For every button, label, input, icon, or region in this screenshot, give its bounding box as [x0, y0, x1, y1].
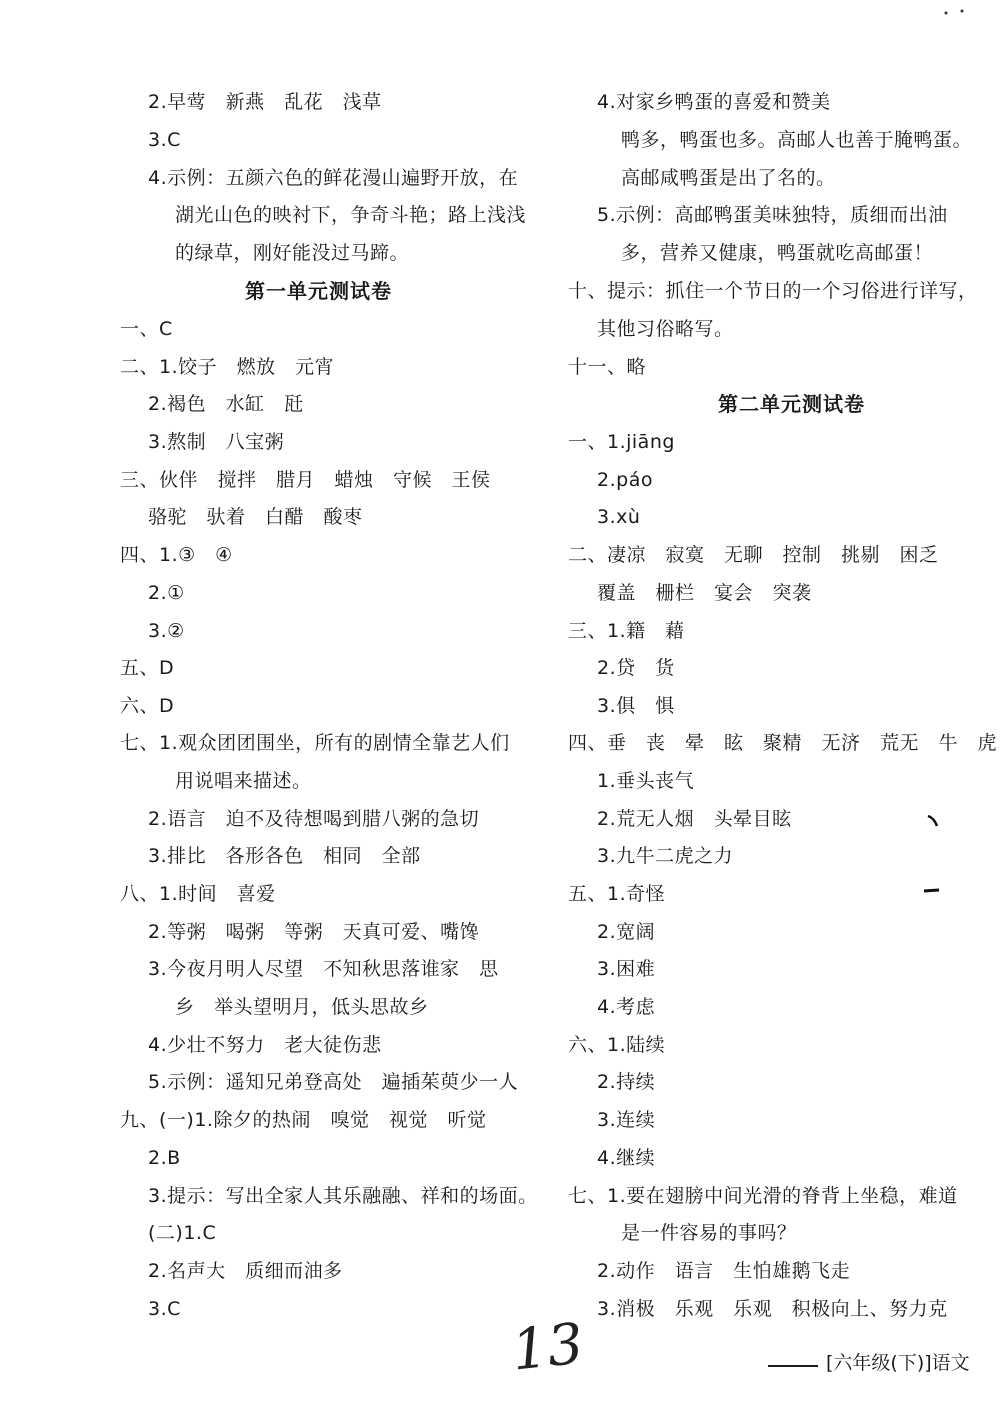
scan-mark-icon	[922, 884, 942, 898]
answer-line: 二、1.饺子 燃放 元宵	[120, 356, 335, 378]
answer-line: 3.俱 惧	[597, 695, 675, 717]
answer-line: 是一件容易的事吗？	[621, 1222, 797, 1244]
answer-line: 2.荒无人烟 头晕目眩	[597, 808, 792, 830]
answer-line: 5.示例：高邮鸭蛋美味独特，质细而出油	[597, 204, 948, 226]
answer-line: 十、提示：抓住一个节日的一个习俗进行详写，	[568, 280, 978, 302]
answer-line: 六、D	[120, 695, 175, 717]
answer-line: 2.早莺 新燕 乱花 浅草	[148, 91, 382, 113]
answer-line: 九、(一)1.除夕的热闹 嗅觉 视觉 听觉	[120, 1109, 487, 1131]
answer-line: 5.示例：遥知兄弟登高处 遍插茱萸少一人	[148, 1071, 519, 1093]
answer-line: 四、1.③ ④	[120, 544, 233, 566]
answer-line: 3.连续	[597, 1109, 656, 1131]
answer-line: 4.考虑	[597, 996, 656, 1018]
section-title-unit-1: 第一单元测试卷	[245, 279, 392, 303]
answer-line: 4.示例：五颜六色的鲜花漫山遍野开放，在	[148, 167, 519, 189]
answer-line: 3.九牛二虎之力	[597, 845, 734, 867]
answer-line: 六、1.陆续	[568, 1034, 666, 1056]
answer-line: 2.语言 迫不及待想喝到腊八粥的急切	[148, 808, 480, 830]
answer-line: 其他习俗略写。	[597, 318, 734, 340]
answer-line: 4.少壮不努力 老大徒伤悲	[148, 1034, 382, 1056]
scan-mark-icon	[925, 812, 945, 832]
answer-line: 五、D	[120, 657, 175, 679]
answer-line: 七、1.要在翅膀中间光滑的脊背上坐稳，难道	[568, 1185, 958, 1207]
answer-line: 三、1.籍 藉	[568, 620, 685, 642]
answer-line: 3.xù	[597, 506, 641, 528]
answer-line: 3.消极 乐观 乐观 积极向上、努力克	[597, 1298, 948, 1320]
answer-line: 3.②	[148, 620, 185, 642]
answer-line: 2.持续	[597, 1071, 656, 1093]
answer-line: 湖光山色的映衬下，争奇斗艳；路上浅浅	[175, 204, 527, 226]
answer-line: 4.继续	[597, 1147, 656, 1169]
answer-line: 鸭多，鸭蛋也多。高邮人也善于腌鸭蛋。	[621, 129, 973, 151]
answer-line: 七、1.观众团团围坐，所有的剧情全靠艺人们	[120, 732, 510, 754]
answer-line: 2.páo	[597, 469, 653, 491]
answer-line: 骆驼 驮着 白醋 酸枣	[148, 506, 363, 528]
answer-line: 多，营养又健康，鸭蛋就吃高邮蛋！	[621, 242, 934, 264]
answer-line: 二、凄凉 寂寞 无聊 控制 挑剔 困乏	[568, 544, 939, 566]
answer-line: 2.宽阔	[597, 921, 656, 943]
answer-line: 一、1.jiāng	[568, 431, 675, 453]
answer-line: 4.对家乡鸭蛋的喜爱和赞美	[597, 91, 831, 113]
answer-line: 高邮咸鸭蛋是出了名的。	[621, 167, 836, 189]
answer-line: (二)1.C	[148, 1222, 217, 1244]
answer-line: 2.褐色 水缸 瓩	[148, 393, 304, 415]
answer-line: 十一、略	[568, 356, 647, 378]
answer-line: 2.动作 语言 生怕雄鹅飞走	[597, 1260, 851, 1282]
section-title-unit-2: 第二单元测试卷	[718, 392, 865, 416]
answer-line: 3.熬制 八宝粥	[148, 431, 285, 453]
answer-line: 1.垂头丧气	[597, 770, 695, 792]
answer-line: 2.等粥 喝粥 等粥 天真可爱、嘴馋	[148, 921, 480, 943]
handwritten-page-number: 13	[508, 1311, 587, 1384]
answer-line: 2.B	[148, 1147, 181, 1169]
answer-line: 乡 举头望明月，低头思故乡	[175, 996, 429, 1018]
answer-line: 覆盖 栅栏 宴会 突袭	[597, 582, 812, 604]
answer-line: 八、1.时间 喜爱	[120, 883, 276, 905]
answer-line: 用说唱来描述。	[175, 770, 312, 792]
footer-rule	[768, 1365, 818, 1367]
scan-dots-icon	[940, 6, 970, 20]
answer-line: 五、1.奇怪	[568, 883, 666, 905]
answer-line: 3.今夜月明人尽望 不知秋思落谁家 思	[148, 958, 499, 980]
answer-line: 2.①	[148, 582, 185, 604]
answer-line: 四、垂 丧 晕 眩 聚精 无济 荒无 牛 虎	[568, 732, 998, 754]
answer-line: 的绿草，刚好能没过马蹄。	[175, 242, 410, 264]
answer-line: 3.提示：写出全家人其乐融融、祥和的场面。	[148, 1185, 538, 1207]
answer-line: 3.C	[148, 1298, 181, 1320]
answer-line: 三、伙伴 搅拌 腊月 蜡烛 守候 王侯	[120, 469, 491, 491]
answer-line: 2.贷 货	[597, 657, 675, 679]
answer-line: 3.排比 各形各色 相同 全部	[148, 845, 421, 867]
footer-grade-subject: [六年级(下)]语文	[826, 1352, 970, 1374]
answer-line: 一、C	[120, 318, 173, 340]
answer-line: 3.C	[148, 129, 181, 151]
answer-line: 2.名声大 质细而油多	[148, 1260, 343, 1282]
answer-line: 3.困难	[597, 958, 656, 980]
